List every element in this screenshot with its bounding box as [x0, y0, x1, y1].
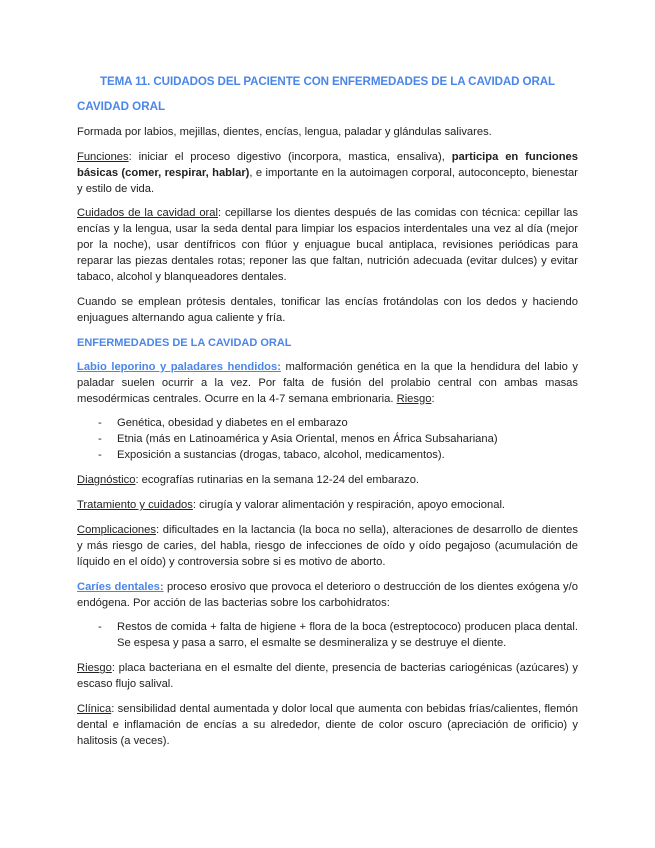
cuidados-text: : cepillarse los dientes después de las comidas con técnica: cepillar las encías y la lengua, usar la seda dental para limpiar los espacios interdentales una vez al día (mejor por la noche), usar dentífricos con flúor y enjuague bucal antiplaca, revisiones periódicas para reparar las piezas dentales rotas; reponer las que faltan, nutrición adecuada (evitar dulces) y evitar tabaco, alcohol y blanqueadores dentales.: [77, 207, 578, 284]
list-item: [77, 432, 578, 448]
list-item: [77, 416, 578, 432]
diagnostico-paragraph: [77, 473, 578, 489]
funciones-text-2: , e importante en la autoimagen corporal, autoconcepto, bienestar y estilo de vida.: [77, 166, 578, 195]
diagnostico-label: Diagnóstico: [77, 474, 136, 487]
tratamiento-label: Tratamiento y cuidados: [77, 499, 193, 512]
section-heading-cavidad-oral: CAVIDAD ORAL: [77, 99, 166, 113]
labio-label: Labio leporino y paladares hendidos:: [77, 360, 281, 373]
caries-riesgo-paragraph: [77, 661, 578, 693]
document-page: [77, 74, 578, 759]
labio-risk-list: [77, 416, 578, 464]
diagnostico-text: : ecografías rutinarias en la semana 12-24 del embarazo.: [135, 474, 420, 487]
clinica-paragraph: [77, 702, 578, 750]
list-item-text: Exposición a sustancias (drogas, tabaco, alcohol, medicamentos).: [117, 449, 445, 462]
list-dash: -: [98, 449, 102, 462]
labio-paragraph: [77, 360, 578, 408]
cuidados-label: Cuidados de la cavidad oral: [77, 207, 218, 220]
list-dash: -: [98, 417, 102, 430]
section-heading-enfermedades: ENFERMEDADES DE LA CAVIDAD ORAL: [77, 336, 292, 349]
document-title: TEMA 11. CUIDADOS DEL PACIENTE CON ENFERMEDADES DE LA CAVIDAD ORAL: [99, 75, 556, 88]
protesis-paragraph: Cuando se emplean prótesis dentales, tonificar las encías frotándolas con los dedos y haciendo enjuagues alternando agua caliente y fría.: [77, 295, 578, 324]
caries-text: proceso erosivo que provoca el deterioro o destrucción de los dientes exógena y/o endógena. Por acción de las bacterias sobre los carbohidratos:: [77, 580, 578, 609]
funciones-text-1: : iniciar el proceso digestivo (incorpora, mastica, ensaliva),: [128, 150, 452, 163]
complicaciones-paragraph: [77, 523, 578, 571]
complicaciones-label: Complicaciones: [77, 523, 156, 536]
complicaciones-text: : dificultades en la lactancia (la boca no sella), alteraciones de desarrollo de dientes y más riesgo de caries, del habla, riesgo de infecciones de oído y oído pegajoso (acumulación de líquido en el oído) y controversia sobre si es motivo de aborto.: [77, 523, 578, 568]
caries-riesgo-label: Riesgo: [77, 662, 112, 675]
list-item: [77, 448, 578, 464]
labio-riesgo-colon: :: [431, 392, 435, 405]
list-dash: -: [98, 621, 102, 634]
cuidados-paragraph: [77, 206, 578, 286]
caries-label: Caríes dentales:: [77, 580, 164, 593]
tratamiento-paragraph: [77, 498, 578, 514]
tratamiento-text: : cirugía y valorar alimentación y respiración, apoyo emocional.: [192, 499, 506, 512]
list-dash: -: [98, 433, 102, 446]
caries-paragraph: [77, 580, 578, 612]
labio-riesgo-label: Riesgo: [396, 392, 432, 405]
caries-riesgo-text: : placa bacteriana en el esmalte del diente, presencia de bacterias cariogénicas (azúcares) y escaso flujo salival.: [77, 662, 578, 691]
funciones-label: Funciones: [77, 150, 129, 163]
list-item: [77, 620, 578, 652]
intro-paragraph: Formada por labios, mejillas, dientes, encías, lengua, paladar y glándulas salivares.: [77, 125, 492, 138]
clinica-label: Clínica: [77, 703, 112, 716]
labio-text: malformación genética en la que la hendidura del labio y paladar suelen ocurrir a la vez. Por falta de fusión del prolabio central con ambas masas mesodérmicas centrales. Ocurre en la 4-7 semana embrionaria.: [77, 360, 578, 405]
funciones-paragraph: [77, 150, 578, 198]
list-item-text: Etnia (más en Latinoamérica y Asia Oriental, menos en África Subsahariana): [117, 433, 498, 446]
list-item-text: Genética, obesidad y diabetes en el embarazo: [117, 417, 348, 430]
list-item-text: Restos de comida + falta de higiene + flora de la boca (estreptococo) producen placa dental. Se espesa y pasa a sarro, el esmalte se desmineraliza y se destruye el diente.: [117, 621, 578, 650]
clinica-text: : sensibilidad dental aumentada y dolor local que aumenta con bebidas frías/calientes, flemón dental e inflamación de encías a su alrededor, diente de color oscuro (apreciación de orificio) y halitosis (a veces).: [77, 703, 578, 747]
funciones-bold-text: participa en funciones básicas (comer, respirar, hablar): [77, 150, 578, 179]
caries-list: [77, 620, 578, 652]
